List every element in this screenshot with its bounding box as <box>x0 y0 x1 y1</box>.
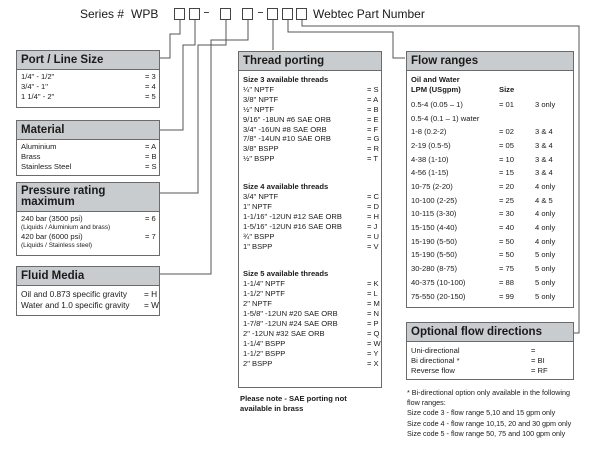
list-item: ½" BSPP = T <box>243 154 379 164</box>
pressure-rating-title: Pressure rating maximum <box>17 183 159 212</box>
flow-range-row: 4-38 (1-10) = 10 3 & 4 <box>411 154 553 164</box>
flow-range-row: 30-280 (8-75) = 75 5 only <box>411 264 556 274</box>
list-item: 1/4" - 1/2" = 3 <box>21 72 156 81</box>
port-line-size-box <box>16 50 160 108</box>
list-item: 7/8" -14UN #10 SAE ORB = G <box>243 134 380 144</box>
list-item: 3/8" NPTF = A <box>243 94 379 104</box>
separator-dash <box>204 12 209 13</box>
thread-size5-heading: Size 5 available threads <box>243 269 329 279</box>
flow-range-row: 40-375 (10-100) = 88 5 only <box>411 277 556 287</box>
material-title: Material <box>17 121 159 140</box>
flow-sub-heading: Oil and Water <box>411 75 460 84</box>
code-box-port <box>174 8 185 20</box>
list-item: Brass = B <box>21 151 157 161</box>
list-item: 240 bar (3500 psi) = 6 <box>21 214 156 223</box>
list-item: 1-1/4" BSPP = W <box>243 338 381 348</box>
list-item: 3/8" BSPP = R <box>243 144 380 154</box>
flow-ranges-title: Flow ranges <box>407 52 573 71</box>
flow-range-row: 15-190 (5-50) = 50 5 only <box>411 250 556 260</box>
list-item: 3/4" - 1" = 4 <box>21 81 156 91</box>
flow-column-headers: LPM (USgpm) Size <box>411 85 515 94</box>
list-item: Oil and 0.873 specific gravity = H <box>21 289 158 299</box>
list-item: ¼" NPTF = S <box>243 85 379 94</box>
separator-dash <box>258 12 263 13</box>
thread-porting-box <box>238 51 382 388</box>
list-item: ½" NPTF = B <box>243 104 379 114</box>
series-label: Series # <box>80 7 125 21</box>
thread-size3-heading: Size 3 available threads <box>243 75 329 84</box>
code-box-pressure <box>220 8 231 20</box>
list-item: Reverse flow = RF <box>411 365 548 375</box>
list-item: 1-1/2" BSPP = Y <box>243 348 379 358</box>
code-box-material <box>189 8 200 20</box>
list-item: 1 1/4" - 2" = 5 <box>21 91 156 101</box>
flow-range-row: 10-115 (3-30) = 30 4 only <box>411 209 556 219</box>
flow-ranges-box <box>406 51 574 308</box>
list-item: 2" BSPP = X <box>243 358 379 368</box>
list-item: 1" NPTF = D <box>243 202 380 212</box>
list-item: 1-1/4" NPTF = K <box>243 279 379 289</box>
list-item: 2" -12UN #32 SAE ORB = Q <box>243 328 380 338</box>
material-box <box>16 120 160 176</box>
flow-range-row: 75-550 (20-150) = 99 5 only <box>411 291 556 301</box>
series-code: WPB <box>131 7 159 21</box>
flow-range-row: 1-8 (0.2-2) = 02 3 & 4 <box>411 127 553 137</box>
list-item: 3/4" NPTF = C <box>243 192 380 202</box>
code-box-flow <box>282 8 293 20</box>
part-number-label: Webtec Part Number <box>313 7 425 21</box>
list-item: Water and 1.0 specific gravity = W <box>21 300 159 310</box>
list-item: Bi directional * = BI <box>411 355 545 365</box>
flow-range-row: 0.5-4 (0.1 – 1) water <box>411 113 480 123</box>
flow-range-row: 10-75 (2-20) = 20 4 only <box>411 182 556 192</box>
list-item: Stainless Steel = S <box>21 161 157 171</box>
flow-range-row: 15-190 (5-50) = 50 4 only <box>411 236 556 246</box>
flow-range-row: 15-150 (4-40) = 40 4 only <box>411 223 556 233</box>
optional-flow-title: Optional flow directions <box>407 323 573 342</box>
list-item: 1-5/8" -12UN #20 SAE ORB = N <box>243 309 380 319</box>
list-item: 1-5/16" -12UN #16 SAE ORB = J <box>243 221 378 231</box>
list-item: Aluminium = A <box>21 142 157 151</box>
flow-range-row: 2-19 (0.5-5) = 05 3 & 4 <box>411 140 553 150</box>
bi-directional-footnote: * Bi-directional option only available in the following flow ranges: Size code 3 - flow range 5,10 and 15 gpm only Size code 4 - flow range 10,15, 20 and 30 gpm only Size code 5 - flow range 50, 75 and 100 gpm only <box>407 388 572 438</box>
list-item: Uni-directional = <box>411 346 536 355</box>
code-box-thread <box>267 8 278 20</box>
series-code-line <box>0 0 600 30</box>
pressure-rating-box <box>16 182 160 256</box>
optional-flow-box <box>406 322 574 380</box>
port-line-size-title: Port / Line Size <box>17 51 159 70</box>
thread-size4-heading: Size 4 available threads <box>243 182 329 192</box>
list-item: 3/4" -16UN #8 SAE ORB = F <box>243 124 379 134</box>
thread-porting-title: Thread porting <box>239 52 381 71</box>
pressure-note: (Liquids / Aluminium and brass) <box>21 223 111 231</box>
flow-range-row: 10-100 (2-25) = 25 4 & 5 <box>411 195 553 205</box>
code-box-fluid <box>242 8 253 20</box>
list-item: 1-1/2" NPTF = L <box>243 289 378 299</box>
flow-range-row: 0.5-4 (0.05 – 1) = 01 3 only <box>411 99 556 109</box>
list-item: 420 bar (6000 psi) = 7 <box>21 231 156 241</box>
list-item: 1-1/16" -12UN #12 SAE ORB = H <box>243 211 380 221</box>
flow-range-row: 4-56 (1-15) = 15 3 & 4 <box>411 168 553 178</box>
list-item: 1" BSPP = V <box>243 241 379 251</box>
pressure-note: (Liquids / Stainless steel) <box>21 241 93 249</box>
list-item: 1-7/8" -12UN #24 SAE ORB = P <box>243 319 379 329</box>
code-box-optional <box>296 8 307 20</box>
list-item: ¾" BSPP = U <box>243 231 380 241</box>
fluid-media-box <box>16 266 160 316</box>
fluid-media-title: Fluid Media <box>17 267 159 286</box>
list-item: 2" NPTF = M <box>243 299 380 309</box>
list-item: 9/16" -18UN #6 SAE ORB = E <box>243 114 379 124</box>
thread-note: Please note - SAE porting not available in brass <box>240 394 347 413</box>
